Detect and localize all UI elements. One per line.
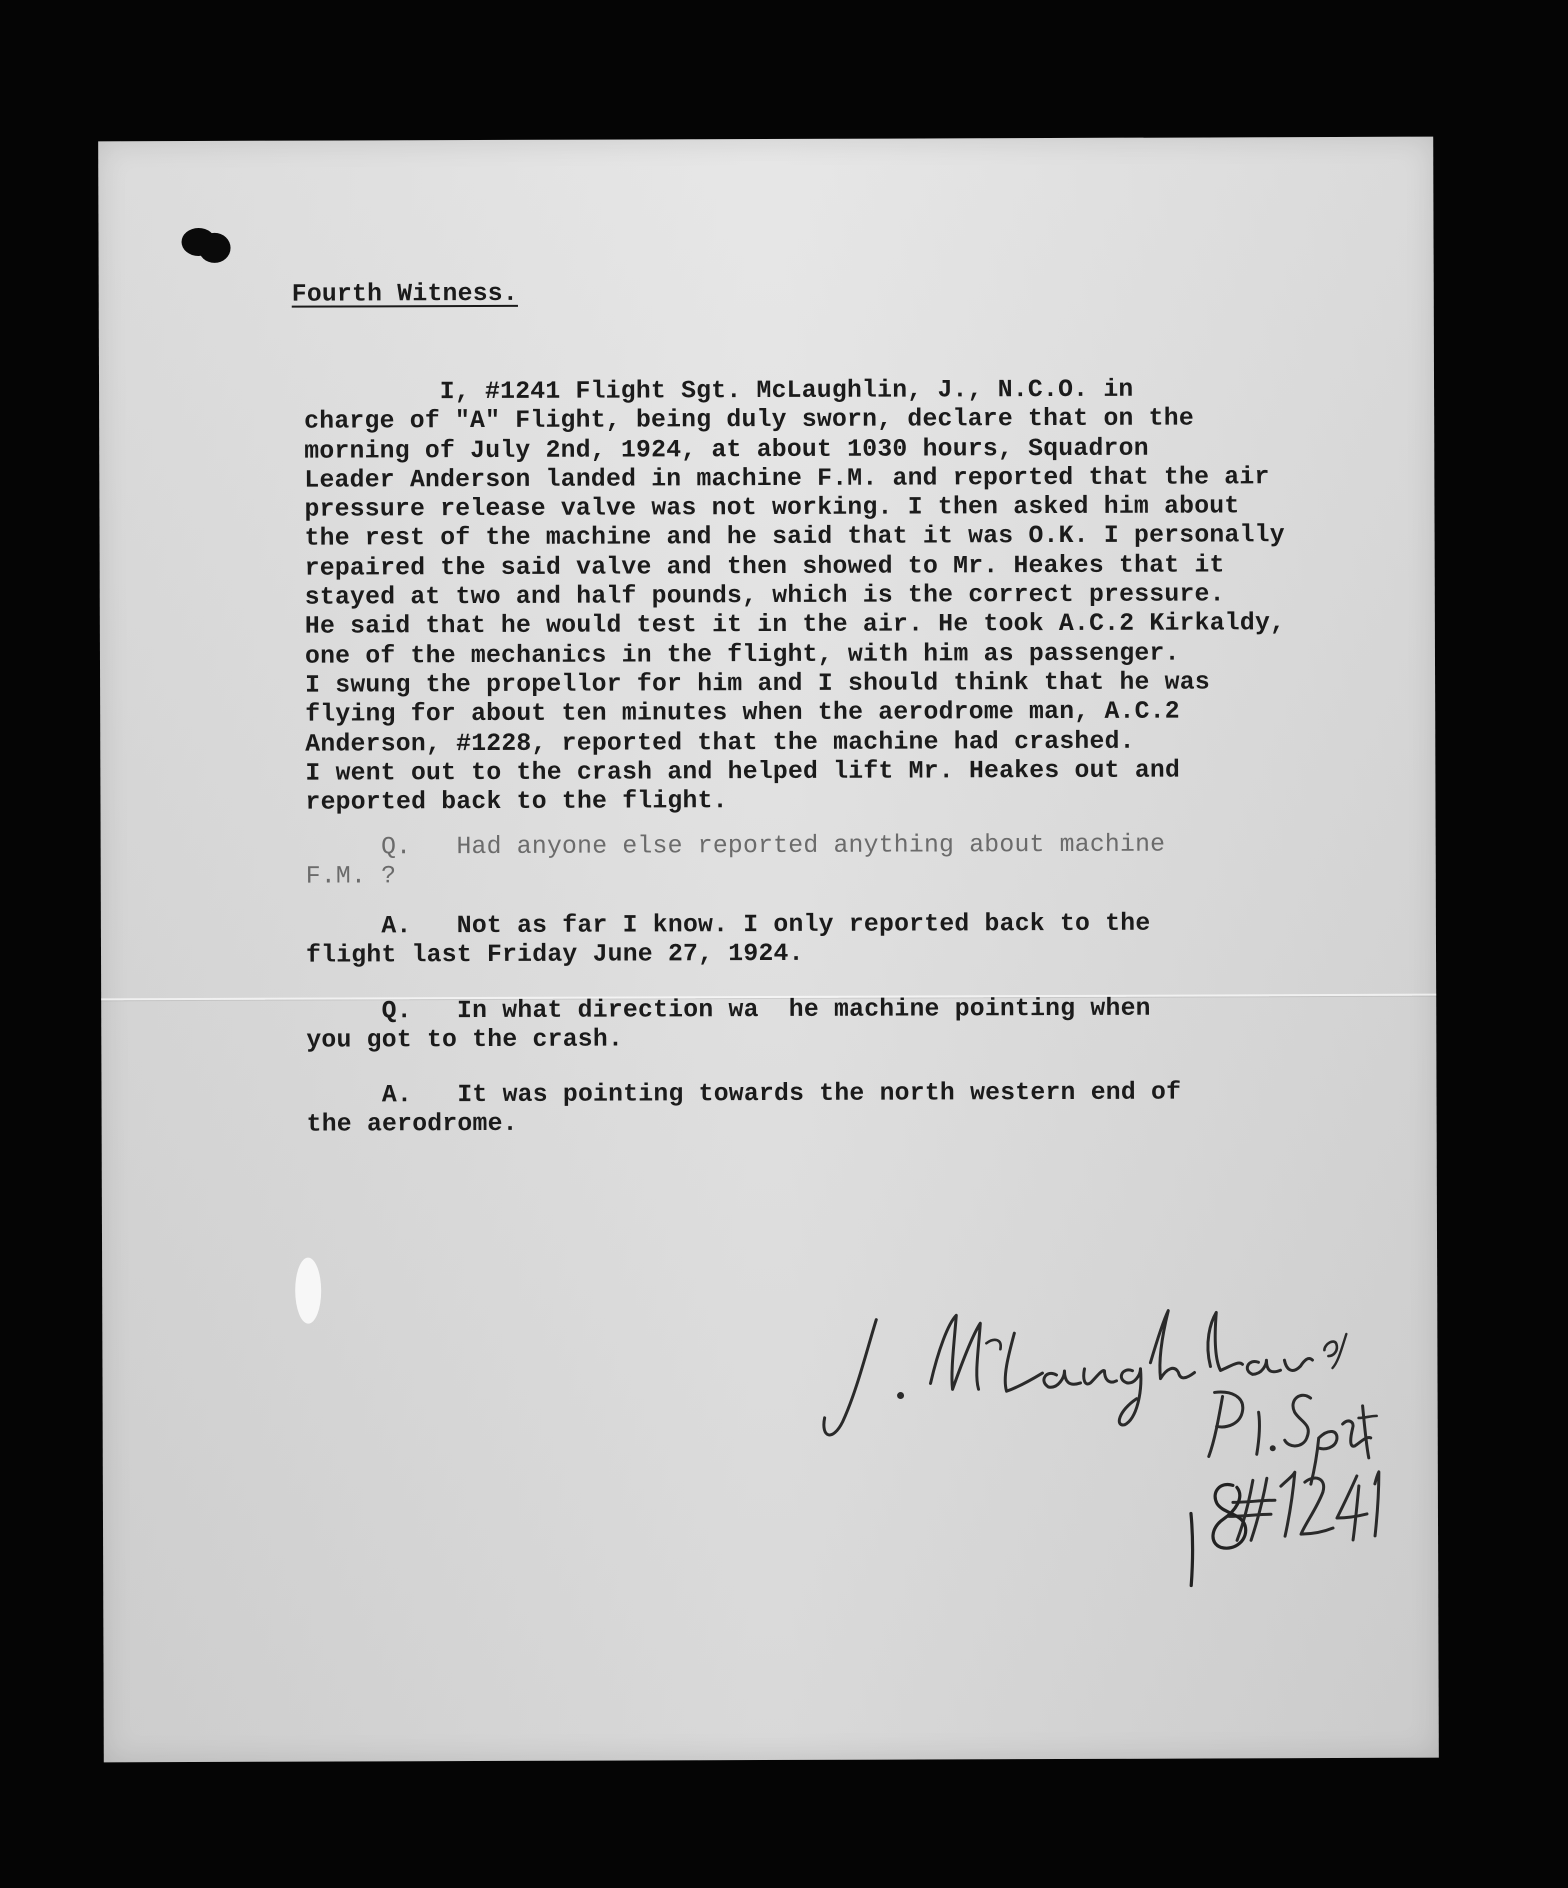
- statement-line: repaired the said valve and then showed to Mr. Heakes that it: [304, 551, 1225, 583]
- statement-line: Leader Anderson landed in machine F.M. and reported that the air: [304, 463, 1270, 495]
- statement-line: the rest of the machine and he said that it was O.K. I personally: [304, 521, 1285, 554]
- document-heading: Fourth Witness.: [291, 279, 518, 309]
- answer-line: flight last Friday June 27, 1924.: [305, 940, 804, 970]
- paper-blemish: [295, 1258, 321, 1324]
- document-page: [98, 137, 1439, 1763]
- statement-line: one of the mechanics in the flight, with him as passenger.: [304, 639, 1180, 671]
- answer-1: [306, 910, 1151, 972]
- svg-text:J. McLaughlan: J. McLaughlan: [818, 1266, 915, 1284]
- answer-line: A. Not as far I know. I only reported back to the: [305, 909, 1151, 941]
- punch-hole-mark: [178, 224, 238, 268]
- question-line: Q. Had anyone else reported anything about machine: [305, 830, 1166, 862]
- answer-2: [306, 1079, 1181, 1141]
- page-number: [1181, 1477, 1265, 1587]
- question-line: you got to the crash.: [306, 1025, 624, 1055]
- statement-line: I went out to the crash and helped lift Mr. Heakes out and: [305, 756, 1181, 788]
- statement-line: charge of "A" Flight, being duly sworn, declare that on the: [304, 404, 1194, 436]
- statement-line: stayed at two and half pounds, which is the correct pressure.: [304, 580, 1225, 612]
- handwritten-signature: [818, 1266, 1379, 1610]
- statement-line: Anderson, #1228, reported that the machine had crashed.: [305, 727, 1135, 759]
- statement-line: pressure release valve was not working. I then asked him about: [304, 492, 1240, 524]
- question-2: [306, 995, 1151, 1057]
- statement-line: I swung the propellor for him and I should think that he was: [305, 668, 1210, 700]
- statement-line: I, #1241 Flight Sgt. McLaughlin, J., N.C.O. in: [304, 375, 1134, 407]
- statement-line: flying for about ten minutes when the aerodrome man, A.C.2: [305, 697, 1180, 729]
- question-1: [306, 831, 1166, 893]
- witness-statement: [304, 375, 1286, 818]
- statement-line: morning of July 2nd, 1924, at about 1030 hours, Squadron: [304, 434, 1149, 466]
- statement-line: reported back to the flight.: [305, 787, 728, 817]
- question-line: Q. In what direction wa he machine pointing when: [306, 994, 1151, 1026]
- answer-line: A. It was pointing towards the north western end of: [306, 1078, 1182, 1110]
- answer-line: the aerodrome.: [306, 1110, 518, 1139]
- question-line: F.M. ?: [305, 862, 397, 891]
- statement-line: He said that he would test it in the air. He took A.C.2 Kirkaldy,: [304, 609, 1286, 641]
